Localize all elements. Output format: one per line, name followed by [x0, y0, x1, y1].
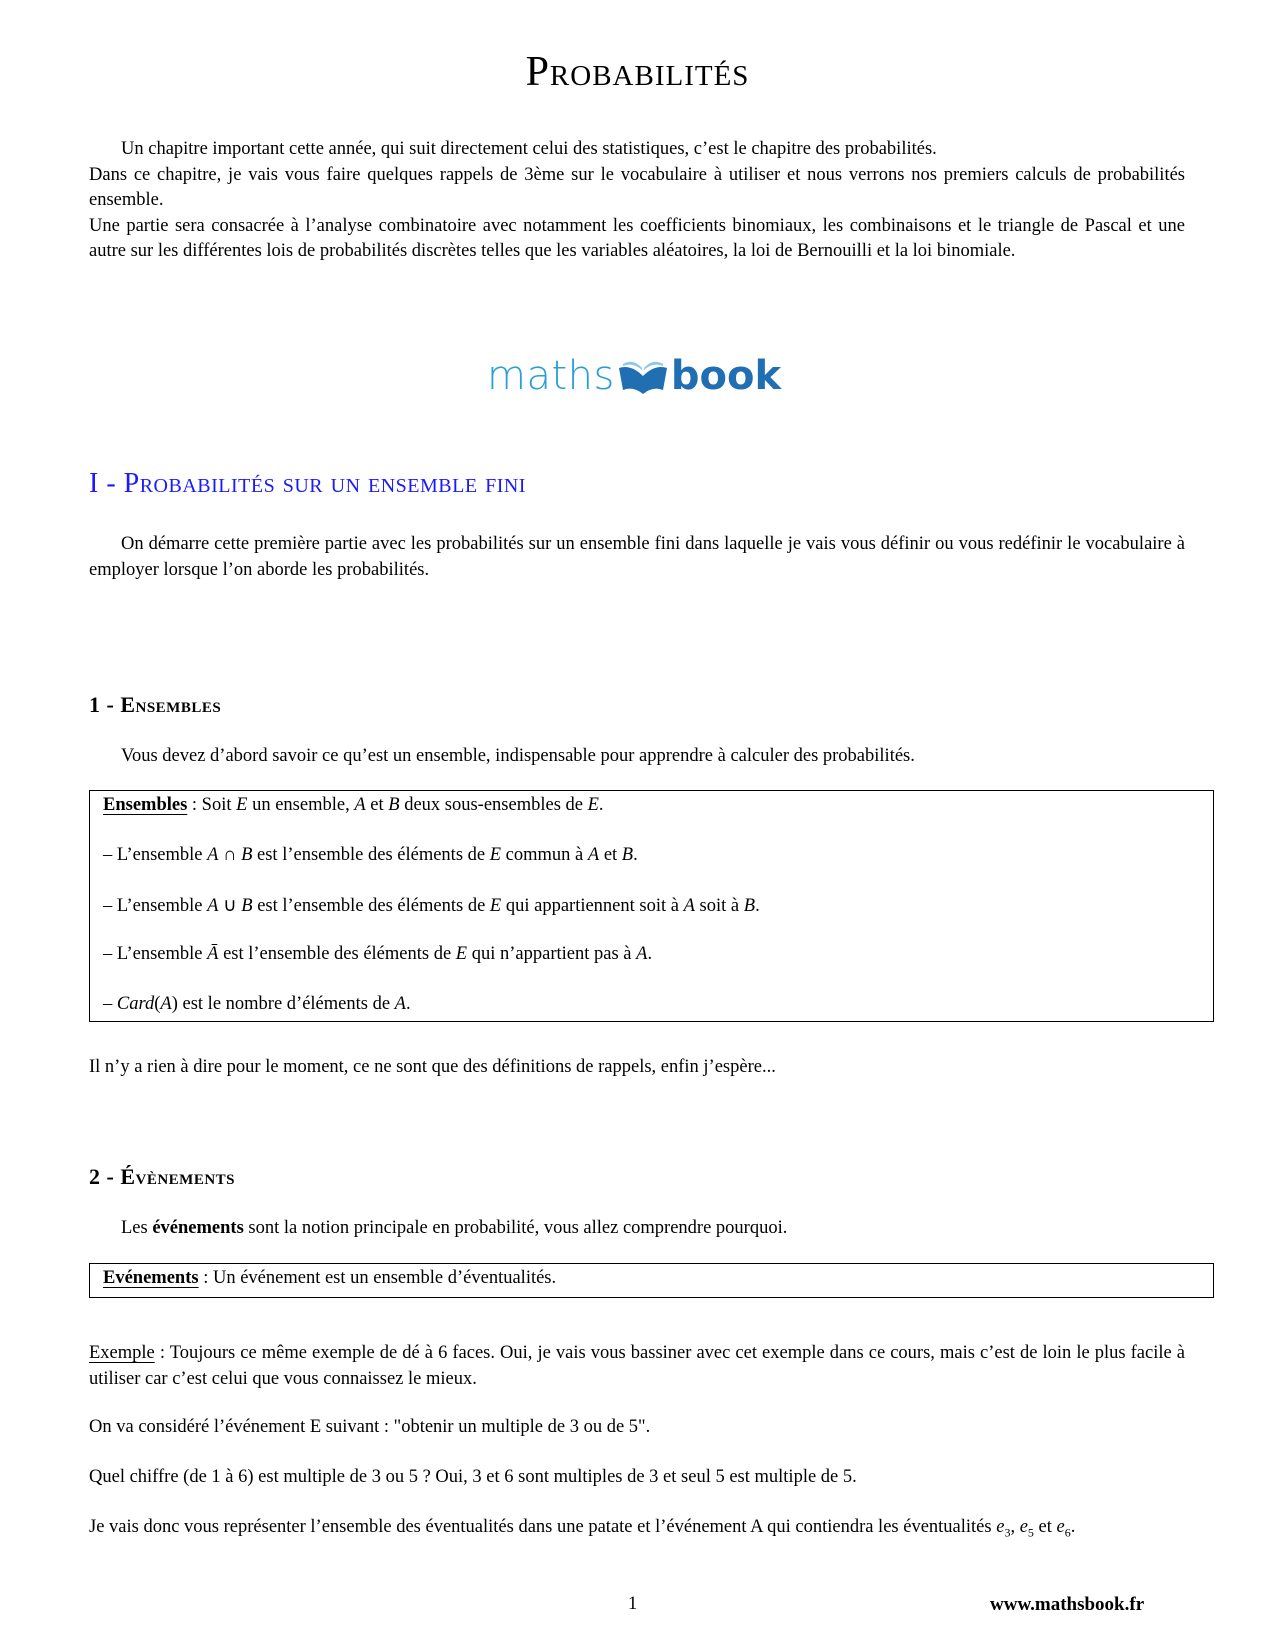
definition-lead — [103, 795, 604, 816]
logo-text-maths: maths — [487, 353, 615, 399]
section-1-intro: On démarre cette première partie avec les probabilités sur un ensemble fini dans laquelle je vais vous définir ou vous redéfinir le vocabulaire à employer lorsque l’on aborde les probabilités. — [89, 534, 1185, 580]
sep: , — [1010, 1517, 1020, 1537]
intro-paragraph — [89, 137, 1185, 265]
representation-text: Je vais donc vous représenter l’ensemble des éventualités dans une patate et l’événement A qui contiendra les éventualités — [89, 1517, 992, 1537]
subscript-5: 5 — [1027, 1525, 1034, 1540]
definition-item-card: – Card(A) est le nombre d’éléments de A. — [103, 994, 411, 1014]
ensembles-intro: Vous devez d’abord savoir ce qu’est un ensemble, indispensable pour apprendre à calculer des probabilités. — [121, 746, 915, 766]
definition-box-ensembles — [89, 790, 1214, 1022]
page-number: 1 — [628, 1594, 638, 1614]
document-title: Probabilités — [525, 49, 750, 95]
intro-line-3: Une partie sera consacrée à l’analyse combinatoire avec notamment les coefficients binomiaux, les combinaisons et le triangle de Pascal et une autre sur les différentes lois de probabilités discrètes telles que les variables aléatoires, la loi de Bernouilli et la loi binomiale. — [89, 215, 1185, 261]
definition-term: Ensembles — [103, 795, 188, 815]
definition-lead-text: : Soit E un ensemble, A et B deux sous-ensembles de E. — [187, 795, 604, 815]
definition-item-union: – L’ensemble A ∪ B est l’ensemble des éléments de E qui appartiennent soit à A soit à B. — [103, 896, 760, 916]
intro-bold-term: événements — [152, 1218, 244, 1238]
evenements-intro — [89, 1216, 1185, 1242]
event-definition-paragraph: On va considéré l’événement E suivant : "obtenir un multiple de 3 ou de 5". — [89, 1417, 651, 1437]
subscript-3: 3 — [1004, 1525, 1011, 1540]
open-book-icon — [617, 354, 669, 398]
e-symbol: e — [1056, 1517, 1065, 1537]
definition-item-intersection: – L’ensemble A ∩ B est l’ensemble des éléments de E commun à A et B. — [103, 845, 638, 865]
example-label: Exemple — [89, 1343, 155, 1363]
section-heading-1: I - Probabilités sur un ensemble fini — [89, 468, 526, 499]
intro-line-1: Un chapitre important cette année, qui suit directement celui des statistiques, c’est le chapitre des probabilités. — [121, 139, 937, 159]
subsection-heading-evenements: 2 - Évènements — [89, 1164, 236, 1189]
sep: et — [1033, 1517, 1057, 1537]
subscript-6: 6 — [1064, 1525, 1071, 1540]
definition-term: Evénements — [103, 1268, 199, 1288]
footer-website-link[interactable]: www.mathsbook.fr — [990, 1594, 1145, 1615]
definition-text: : Un événement est un ensemble d’éventualités. — [198, 1268, 557, 1288]
definition-box-evenements — [89, 1263, 1214, 1298]
ensembles-remark: Il n’y a rien à dire pour le moment, ce ne sont que des définitions de rappels, enfin j’espère... — [89, 1057, 776, 1077]
definition-evenements — [103, 1268, 556, 1289]
multiples-paragraph: Quel chiffre (de 1 à 6) est multiple de 3 ou 5 ? Oui, 3 et 6 sont multiples de 3 et seul 5 est multiple de 5. — [89, 1467, 857, 1487]
subsection-heading-ensembles: 1 - Ensembles — [89, 692, 222, 717]
period: . — [1070, 1517, 1076, 1537]
intro-post: sont la notion principale en probabilité, vous allez comprendre pourquoi. — [243, 1218, 788, 1238]
intro-pre: Les — [121, 1218, 153, 1238]
eventualities-list — [996, 1517, 1076, 1540]
intro-line-2: Dans ce chapitre, je vais vous faire quelques rappels de 3ème sur le vocabulaire à utiliser et nous verrons nos premiers calculs de probabilités ensemble. — [89, 164, 1185, 210]
mathsbook-logo — [487, 350, 787, 402]
representation-paragraph — [89, 1515, 1185, 1546]
e-symbol: e — [996, 1517, 1005, 1537]
example-text: : Toujours ce même exemple de dé à 6 faces. Oui, je vais vous bassiner avec cet exemple dans ce cours, mais c’est de loin le plus facile à utiliser car c’est celui que vous connaissez le mieux. — [89, 1343, 1185, 1389]
example-paragraph — [89, 1341, 1185, 1392]
logo-text-book: book — [670, 353, 782, 399]
definition-item-complement: – L’ensemble Ā est l’ensemble des éléments de E qui n’appartient pas à A. — [103, 944, 653, 964]
e-symbol: e — [1019, 1517, 1028, 1537]
